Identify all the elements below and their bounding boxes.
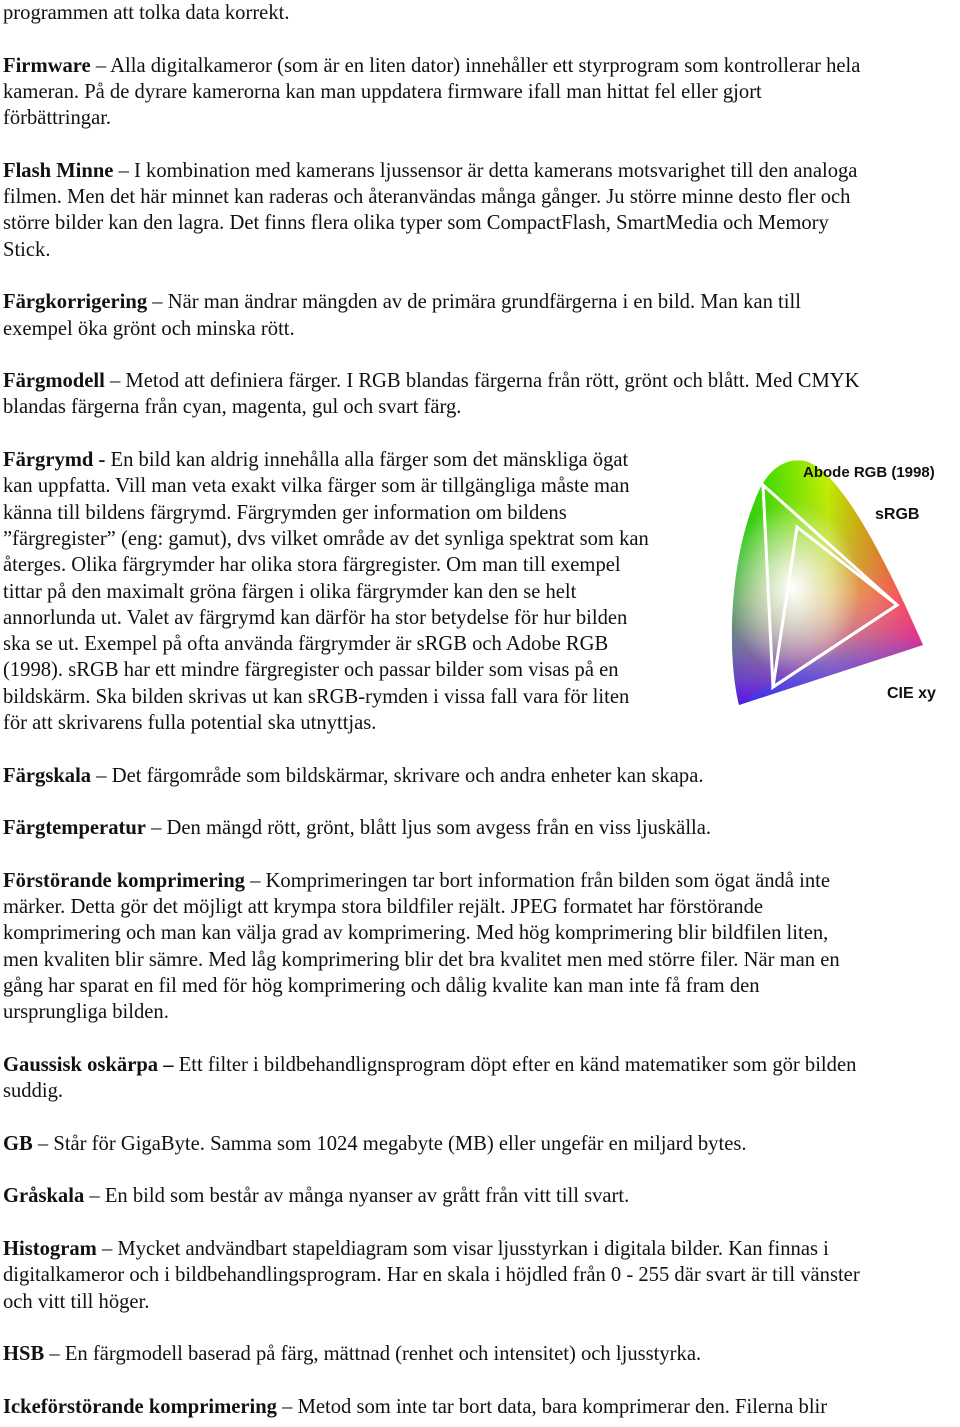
term-histogram: Histogram (3, 1237, 97, 1260)
entry-fargskala: Färgskala – Det färgområde som bildskärmar, skrivare och andra enheter kan skapa. (3, 764, 704, 787)
text-line: (1998). sRGB har ett mindre färgregister och passar bilder som visas på en (3, 659, 619, 682)
text-line: förbättringar. (3, 107, 112, 130)
term-fargtemperatur: Färgtemperatur (3, 817, 146, 840)
label-srgb: sRGB (875, 506, 920, 523)
text-line: gång har sparat en fil med för hög komprimering och dålig kvalite kan man inte få fram den (3, 974, 760, 997)
text-line: suddig. (3, 1080, 64, 1103)
entry-fargrymd: Färgrymd - En bild kan aldrig innehålla alla färger som det mänskliga ögat (3, 449, 629, 472)
entry-fargtemperatur: Färgtemperatur – Den mängd rött, grönt, blått ljus som avgess från en viss ljuskälla. (3, 817, 712, 840)
entry-fargmodell: Färgmodell – Metod att definiera färger. I RGB blandas färgerna från rött, grönt och blått. Med CMYK (3, 370, 860, 393)
text-line: känna till bildens färgrymd. Färgrymden ger information om bildens (3, 501, 567, 524)
text-line: annorlunda ut. Valet av färgrymd kan därför ha stor betydelse för hur bilden (3, 606, 628, 629)
text-line: digitalkameror och i bildbehandlingsprogram. Har en skala i höjdled från 0 - 255 där svart är till vänster (3, 1264, 860, 1287)
term-fargkorrigering: Färgkorrigering (3, 291, 148, 314)
color-gamut-figure (727, 455, 957, 717)
text-line: återges. Olika färgrymder har olika stora färgregister. Om man till exempel (3, 554, 621, 577)
term-flash-minne: Flash Minne (3, 159, 114, 182)
entry-hsb: HSB – En färgmodell baserad på färg, mättnad (renhet och intensitet) och ljusstyrka. (3, 1343, 702, 1366)
text-line: bildskärm. Ska bilden skrivas ut kan sRGB-rymden i vissa fall vara för liten (3, 685, 630, 708)
term-gb: GB (3, 1132, 33, 1155)
cie-xy-locus (732, 460, 923, 705)
term-fargskala: Färgskala (3, 764, 92, 787)
label-adobe-rgb: Abode RGB (1998) (803, 464, 935, 481)
text-line: komprimering och man kan välja grad av komprimering. Med hög komprimering blir bildfilen liten, (3, 922, 829, 945)
text-line: Stick. (3, 238, 51, 261)
term-ickeforstorande-komprimering: Ickeförstörande komprimering (3, 1395, 277, 1418)
text-line: blandas färgerna från cyan, magenta, gul och svart färg. (3, 396, 462, 419)
text-line: exempel öka grönt och minska rött. (3, 317, 295, 340)
entry-gb: GB – Står för GigaByte. Samma som 1024 megabyte (MB) eller ungefär en miljard bytes. (3, 1132, 747, 1155)
text-line: kameran. På de dyrare kamerorna kan man uppdatera firmware ifall man hittat fel eller gjort (3, 80, 762, 103)
entry-gaussisk-oskarpa: Gaussisk oskärpa – Ett filter i bildbehandlignsprogram döpt efter en känd matematiker som gör bilden (3, 1053, 857, 1076)
entry-forstorande-komprimering: Förstörande komprimering – Komprimeringen tar bort information från bilden som ögat ändå inte (3, 869, 831, 892)
text-line: och vitt till höger. (3, 1290, 150, 1313)
text-line: programmen att tolka data korrekt. (3, 2, 290, 24)
entry-histogram: Histogram – Mycket andvändbart stapeldiagram som visar ljusstyrkan i digitala bilder. Kan finnas i (3, 1237, 829, 1260)
text-line: större bilder kan den lagra. Det finns flera olika typer som CompactFlash, SmartMedia och Memory (3, 212, 829, 235)
term-firmware: Firmware (3, 54, 91, 77)
text-line: men kvaliten blir sämre. Med låg komprimering blir det bra kvalitet men med större filer. När man en (3, 948, 840, 971)
term-fargmodell: Färgmodell (3, 370, 105, 393)
entry-graskala: Gråskala – En bild som består av många nyanser av grått från vitt till svart. (3, 1185, 630, 1208)
gamut-diagram-svg (727, 455, 957, 717)
term-graskala: Gråskala (3, 1185, 85, 1208)
term-hsb: HSB (3, 1343, 45, 1366)
text-line: filmen. Men det här minnet kan raderas och återanvändas många gånger. Ju större minne desto fler och (3, 186, 851, 209)
label-cie-xy: CIE xy (887, 685, 936, 702)
entry-ickeforstorande-komprimering: Ickeförstörande komprimering – Metod som inte tar bort data, bara komprimerar den. Filerna blir (3, 1395, 828, 1418)
entry-flash-minne: Flash Minne – I kombination med kamerans ljussensor är detta kamerans motsvarighet till den analoga (3, 159, 858, 182)
term-forstorande-komprimering: Förstörande komprimering (3, 869, 245, 892)
text-line: för att skrivarens fulla potential ska utnyttjas. (3, 712, 377, 735)
entry-fargkorrigering: Färgkorrigering – När man ändrar mängden av de primära grundfärgerna i en bild. Man kan till (3, 291, 801, 314)
term-fargrymd: Färgrymd - (3, 449, 106, 472)
entry-firmware: Firmware – Alla digitalkameror (som är en liten dator) innehåller ett styrprogram som kontrollerar hela (3, 54, 861, 77)
text-line: ”färgregister” (eng: gamut), dvs vilket område av det synliga spektrat som kan (3, 527, 649, 550)
term-gaussisk-oskarpa: Gaussisk oskärpa – (3, 1053, 174, 1076)
text-line: ursprungliga bilden. (3, 1001, 169, 1024)
text-line: kan uppfatta. Vill man veta exakt vilka färger som är tillgängliga måste man (3, 475, 630, 498)
text-line: tittar på den maximalt gröna färgen i olika färgrymder kan den se helt (3, 580, 577, 603)
text-line: märker. Detta gör det möjligt att krympa stora bildfiler rejält. JPEG formatet har förstörande (3, 896, 764, 919)
text-line: ska se ut. Exempel på ofta använda färgrymder är sRGB och Adobe RGB (3, 633, 609, 656)
